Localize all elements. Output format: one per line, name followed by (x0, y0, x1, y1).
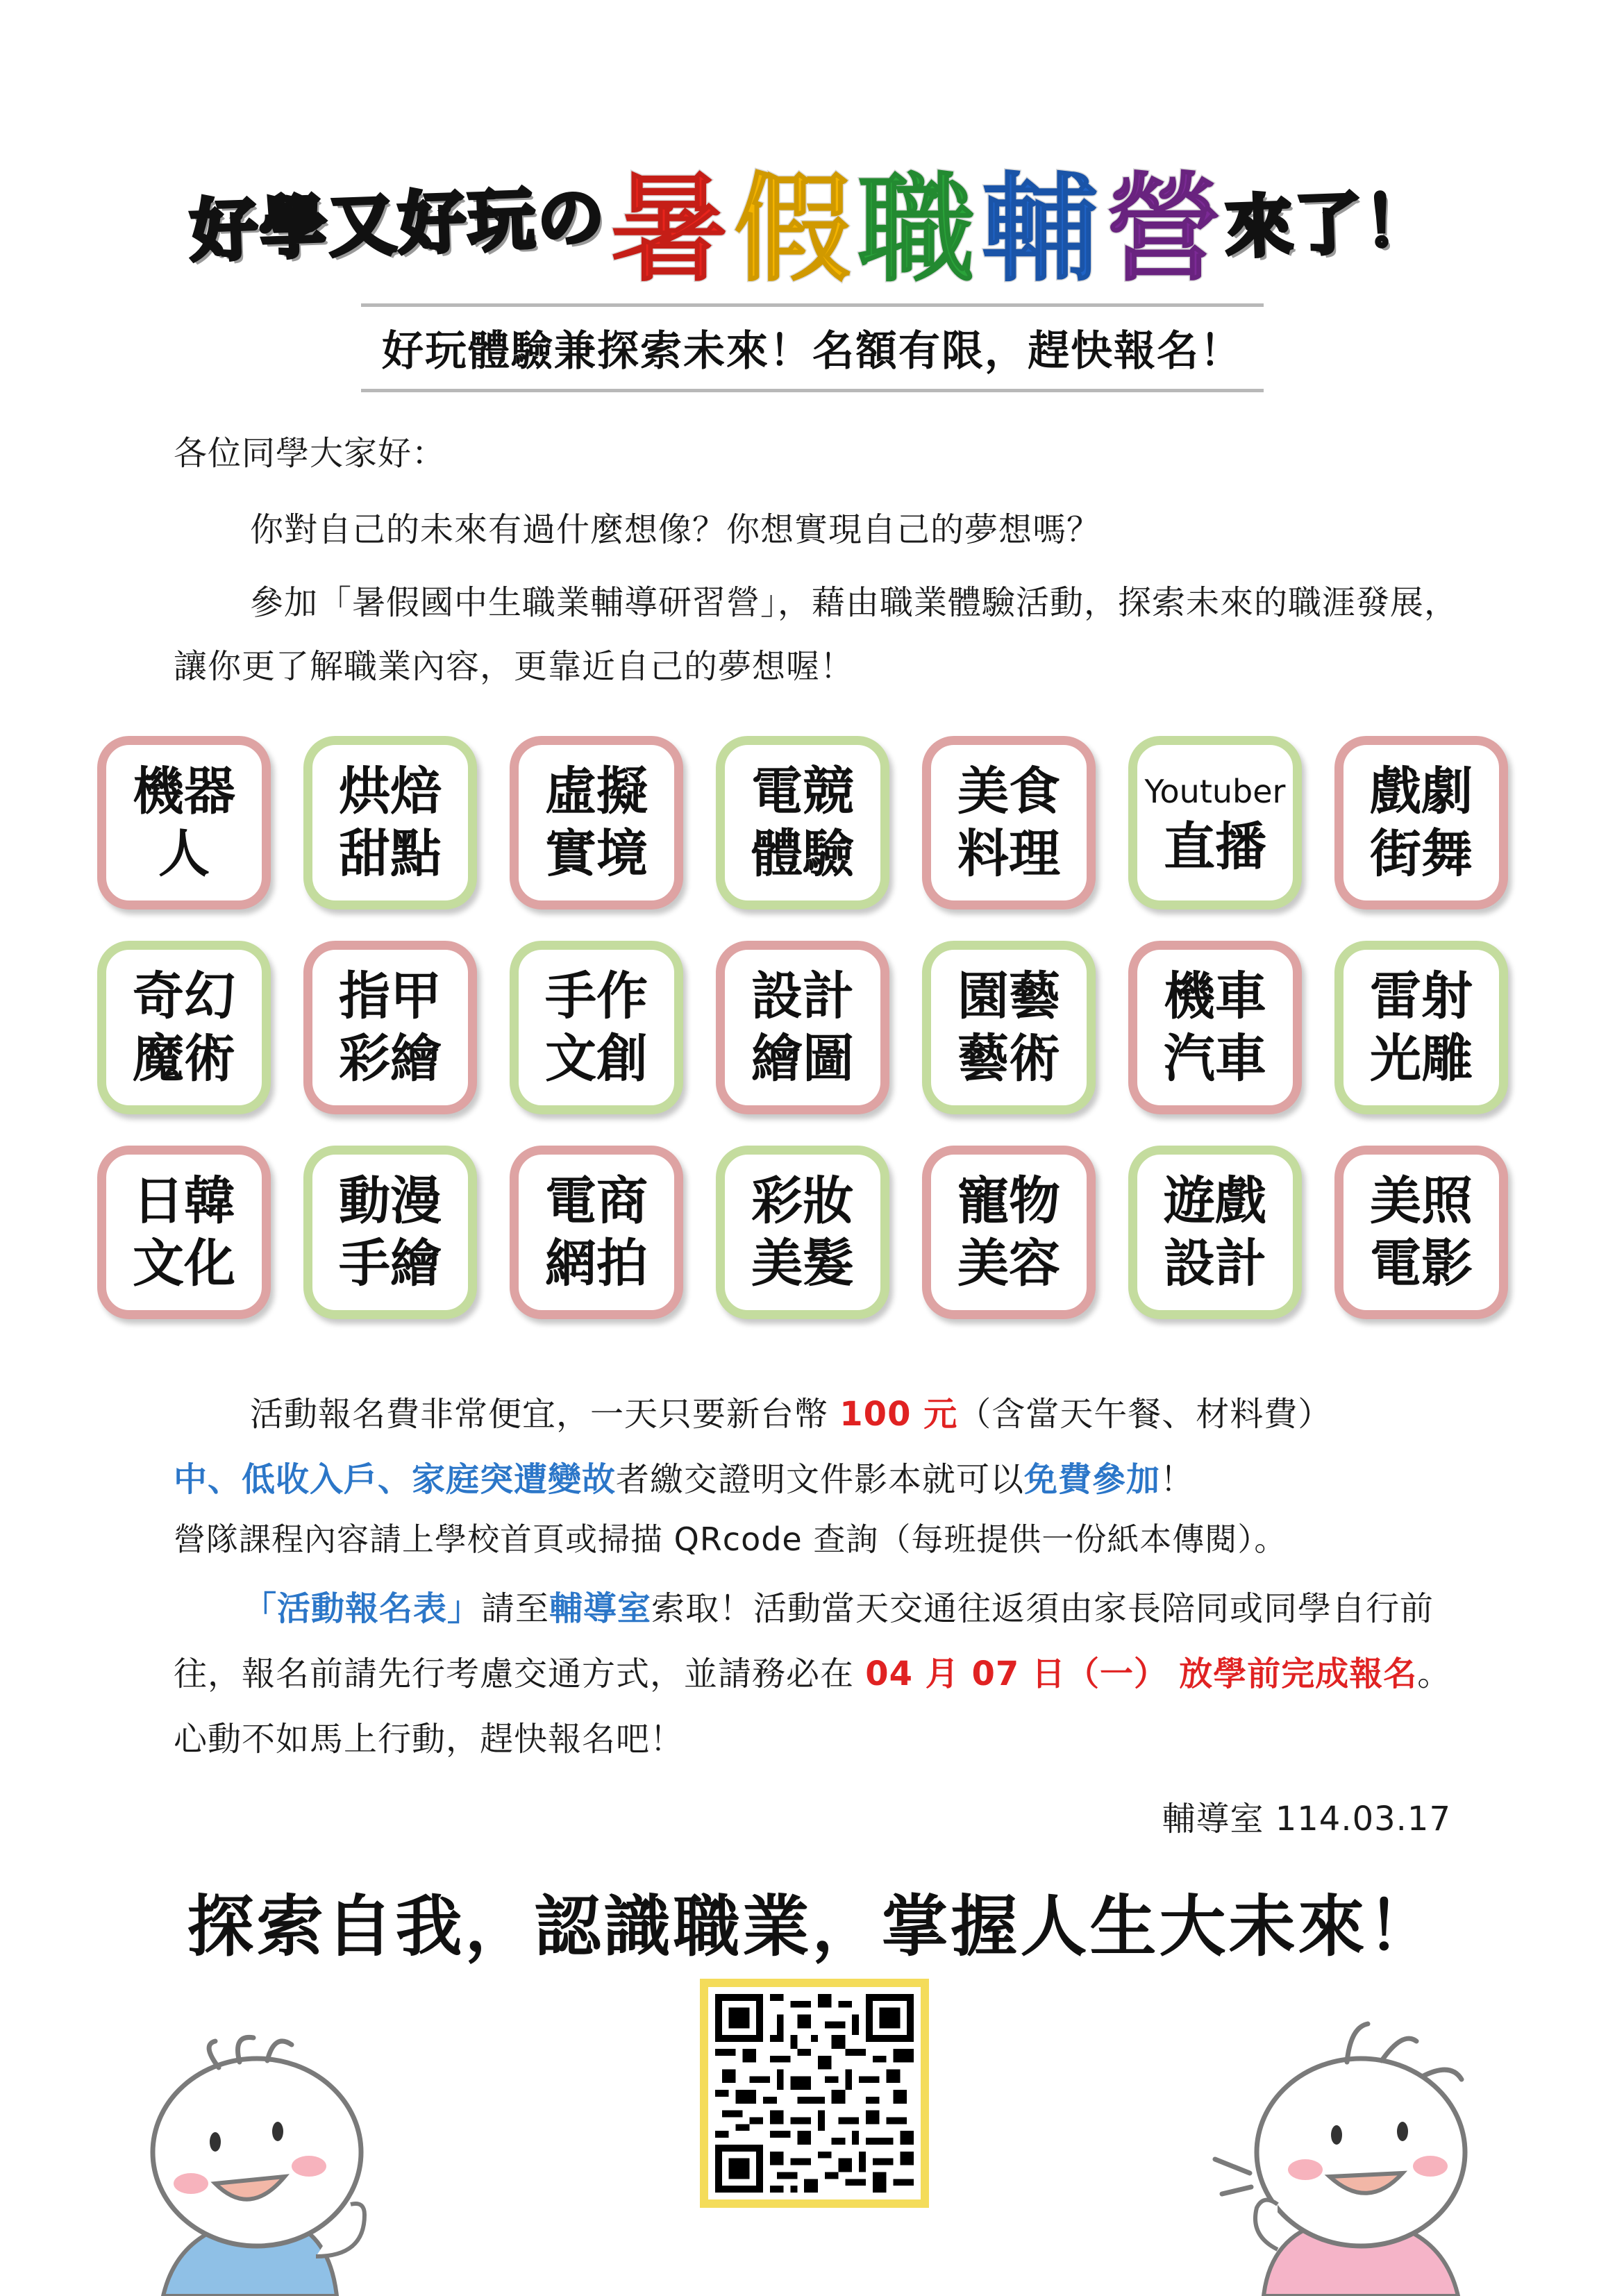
activity-card (716, 941, 889, 1114)
activity-line1: 烘焙 (339, 762, 442, 821)
activity-card (1334, 1146, 1508, 1319)
title-part-2: 來了！ (1223, 181, 1435, 267)
activity-line2: 汽車 (1164, 1029, 1266, 1089)
activity-card (922, 1146, 1096, 1319)
fee-paragraph (174, 1382, 1458, 1447)
activity-card (1334, 736, 1508, 910)
activity-line1: 虛擬 (545, 762, 648, 821)
activity-card (303, 736, 477, 910)
exempt-mid: 者繳交證明文件影本就可以 (616, 1460, 1025, 1499)
activity-line2: 體驗 (751, 824, 854, 884)
activity-card (510, 1146, 683, 1319)
activity-card (510, 941, 683, 1114)
activity-line1: 美食 (957, 762, 1060, 821)
form-name: 「活動報名表」 (243, 1589, 482, 1628)
exempt-free: 免費參加 (1024, 1460, 1161, 1499)
activity-card (303, 941, 477, 1114)
activity-line2: 手繪 (339, 1234, 442, 1293)
registration-text-2: 索取！活動當天交通往返須由家長陪同或同學自行前往，報名前請先行考慮交通方式，並請務必在 (174, 1589, 1434, 1693)
title-char-4: 輔 (980, 160, 1099, 299)
qr-code-icon (715, 1994, 914, 2193)
activity-line2: 街舞 (1370, 824, 1473, 884)
activity-line2: 設計 (1164, 1234, 1266, 1293)
exempt-group: 中、低收入戶、家庭突遭變故 (174, 1460, 617, 1499)
activity-line2: 繪圖 (751, 1029, 854, 1089)
activity-line1: 電競 (751, 762, 854, 821)
greeting: 各位同學大家好： (174, 434, 446, 473)
activity-line2: 料理 (957, 824, 1060, 884)
activity-line1: 動漫 (339, 1171, 442, 1231)
title-char-1: 暑 (610, 160, 728, 299)
registration-text-3: 。心動不如馬上行動，趕快報名吧！ (174, 1654, 1452, 1759)
activity-line1: 機器 (133, 762, 235, 821)
activity-line2: 藝術 (957, 1029, 1060, 1089)
kid-left-illustration (135, 2027, 427, 2296)
activity-line1: 機車 (1164, 966, 1266, 1026)
activity-line1: 遊戲 (1164, 1171, 1266, 1231)
activity-line2: 魔術 (133, 1029, 235, 1089)
intro-description: 參加「暑假國中生職業輔導研習營」，藉由職業體驗活動，探索未來的職涯發展，讓你更了解職業內容，更靠近自己的夢想喔！ (174, 583, 1459, 686)
activity-line2: 網拍 (545, 1234, 648, 1293)
activity-card (303, 1146, 477, 1319)
activity-card (922, 736, 1096, 910)
activity-line1: 戲劇 (1370, 762, 1473, 821)
activity-line1: 日韓 (133, 1171, 235, 1231)
title-char-5: 營 (1104, 160, 1223, 299)
qr-code-frame[interactable] (700, 1979, 929, 2208)
activity-line1: Youtuber (1144, 773, 1286, 810)
activity-card (1128, 941, 1302, 1114)
activity-line1: 園藝 (957, 966, 1060, 1026)
deadline-time: 放學前完成報名 (1179, 1654, 1418, 1693)
fee-suffix: （含當天午餐、材料費） (957, 1395, 1332, 1434)
activity-line2: 甜點 (339, 824, 442, 884)
activity-grid (97, 736, 1527, 1333)
activity-card (1334, 941, 1508, 1114)
activity-card (716, 1146, 889, 1319)
title-char-3: 職 (857, 160, 976, 299)
activity-line1: 彩妝 (751, 1171, 854, 1231)
page-title (0, 139, 1624, 299)
title-part-1: 好學又好玩の (189, 178, 609, 270)
exempt-paragraph (174, 1447, 1458, 1512)
activity-line2: 彩繪 (339, 1029, 442, 1089)
activity-card (97, 1146, 271, 1319)
activity-card (97, 941, 271, 1114)
registration-paragraph (174, 1576, 1458, 1772)
subtitle: 好玩體驗兼探索未來！名額有限，趕快報名！ (361, 303, 1264, 392)
fee-amount: 100 元 (839, 1395, 958, 1434)
registration-text-1: 請至 (481, 1589, 550, 1628)
activity-line1: 手作 (545, 966, 648, 1026)
activity-card (922, 941, 1096, 1114)
activity-line1: 雷射 (1370, 966, 1473, 1026)
activity-line2: 電影 (1370, 1234, 1473, 1293)
activity-line2: 文化 (133, 1234, 235, 1293)
activity-line1: 電商 (545, 1171, 648, 1231)
intro-question: 你對自己的未來有過什麼想像？你想實現自己的夢想嗎？ (250, 510, 1101, 549)
slogan: 探索自我，認識職業，掌握人生大未來！ (187, 1888, 1437, 1966)
activity-line1: 指甲 (339, 966, 442, 1026)
activity-line2: 光雕 (1370, 1029, 1473, 1089)
activity-line2: 人 (158, 824, 210, 884)
activity-line2: 美容 (957, 1234, 1060, 1293)
activity-line2: 實境 (545, 824, 648, 884)
activity-line2: 直播 (1164, 817, 1266, 877)
activity-card (510, 736, 683, 910)
activity-line2: 美髮 (751, 1234, 854, 1293)
activity-line1: 奇幻 (133, 966, 235, 1026)
activity-card (1128, 1146, 1302, 1319)
activity-line1: 美照 (1370, 1171, 1473, 1231)
activity-line1: 設計 (751, 966, 854, 1026)
activity-card (97, 736, 271, 910)
office-name: 輔導室 (549, 1589, 652, 1628)
activity-line1: 寵物 (957, 1171, 1060, 1231)
signature: 輔導室 114.03.17 (1162, 1800, 1451, 1838)
kid-right-illustration (1194, 2013, 1493, 2296)
deadline-date: 04 月 07 日（一） (865, 1654, 1169, 1693)
activity-line2: 文創 (545, 1029, 648, 1089)
activity-card (716, 736, 889, 910)
title-char-2: 假 (733, 160, 852, 299)
fee-prefix: 活動報名費非常便宜，一天只要新台幣 (250, 1395, 829, 1434)
course-info: 營隊課程內容請上學校首頁或掃描 QRcode 查詢（每班提供一份紙本傳閱）。 (174, 1520, 1287, 1558)
activity-card (1128, 736, 1302, 910)
exempt-end: ！ (1160, 1460, 1195, 1499)
